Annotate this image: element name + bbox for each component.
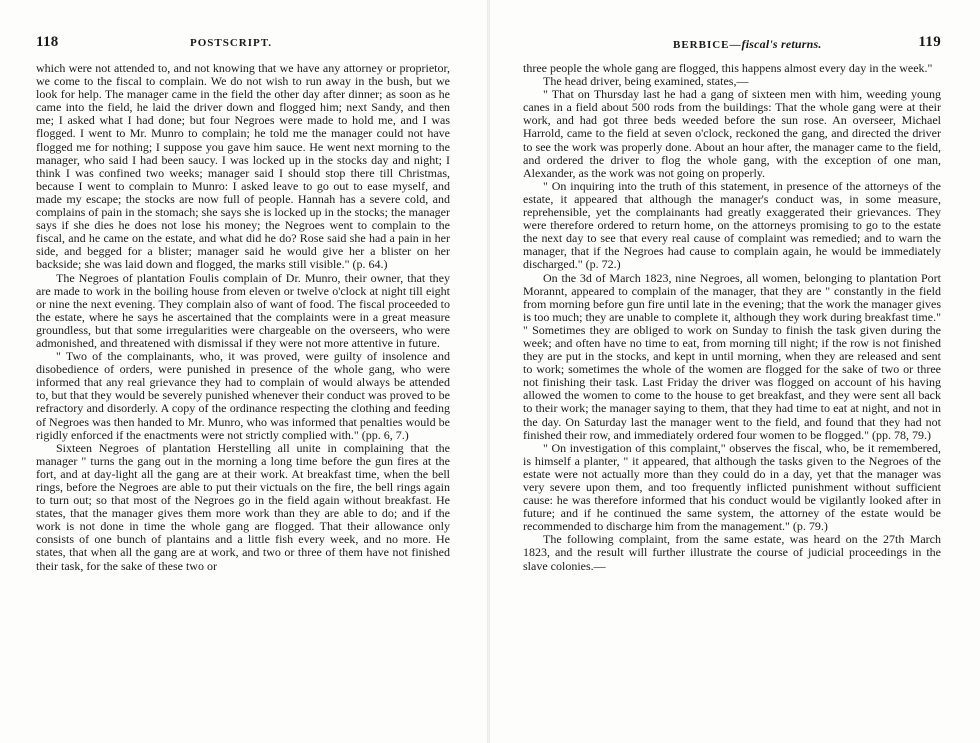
right-running-title (673, 37, 822, 52)
right-running-head (523, 34, 941, 56)
right-paragraph-5: On the 3d of March 1823, nine Negroes, all women, belonging to plantation Port Morannt, appeared to complain of the manager, that they are " constantly in the field from morning before gun fire until late in the evening; that the work the manager gives is too much; they are unable to complete it, although they work during breakfast time." " Sometimes they are obliged to work on Sunday to finish the task given during the week; and often have no time to eat, from morning till night; if the row is not finished they are put in the stocks, and kept in until morning, when they are released and sent to work; sometimes the whole of the women are flogged for the sake of two or three not finishing their task. Last Friday the driver was flogged on account of his having allowed the women to come to the house to get breakfast, and they were sent all back to their work; the manager saying to them, that they had time to eat at night, and not in the day. On Saturday last the manager went to the field, and found that they had not finished their row, and immediately ordered four women to be flogged." (pp. 78, 79.) (523, 270, 941, 442)
right-page (523, 34, 941, 734)
left-paragraph-3: " Two of the complainants, who, it was proved, were guilty of insolence and disobedience of orders, were punished in presence of the whole gang, who were informed that any real grievance they had to complain of would always be attended to, but that they would be severely punished whenever their conduct was proved to be refractory and disorderly. A copy of the ordinance respecting the clothing and feeding of Negroes was then handed to Mr. Munro, who was informed that penalties would be rigidly enforced if the enactments were not strictly complied with." (pp. 6, 7.) (36, 349, 450, 442)
right-paragraph-2: The head driver, being examined, states,— (543, 74, 749, 89)
right-page-number: 119 (918, 34, 941, 50)
right-running-title-italic: fiscal's returns. (741, 37, 822, 51)
right-paragraph-4: " On inquiring into the truth of this statement, in presence of the attorneys of the estate, it appeared that although the manager's conduct was, in some measure, reprehensible, yet the complainants had greatly exaggerated their grievances. They were therefore ordered to return home, on the attorneys promising to go to the estate the next day to see that every real cause of complaint was remedied; and to warn the manager, that if the Negroes had cause to complain again, he would be immediately discharged." (p. 72.) (523, 178, 941, 272)
right-page-body (523, 62, 941, 573)
left-paragraph-2: The Negroes of plantation Foulis complain of Dr. Munro, their owner, that they are made to work in the boiling house from eleven or twelve o'clock at night till eight or nine the next evening. They complain also of want of food. The fiscal proceeded to the estate, where he says he ascertained that the complaints were in a great measure groundless, but that some irregularities were chargeable on the overseers, who were admonished, and threatened with dismissal if they were not more attentive in future. (36, 270, 450, 350)
right-paragraph-6: " On investigation of this complaint," observes the fiscal, who, be it remembered, is himself a planter, " it appeared, that although the tasks given to the Negroes of the estate were not actually more than they could do in a day, yet that the manager was very severe upon them, and too frequently inflicted punishment without sufficient cause: he was therefore informed that his conduct would be vigilantly looked after in future; and if he continued the same system, the attorney of the estate would be recommended to discharge him from the management." (p. 79.) (523, 440, 941, 534)
left-paragraph-4: Sixteen Negroes of plantation Herstelling all unite in complaining that the manager " turns the gang out in the morning a long time before the gun fires at the fort, and at day-light all the gang are at their work. At breakfast time, when the bell rings, before the Negroes are able to put their victuals on the fire, the bell rings again to turn out; so that most of the Negroes go in the field again without breakfast. He states, that the manager gives them more work than they are able to do; and if the work is not done in time the whole gang are flogged. That their allowance only consists of one bunch of plantains and a little fish every week, and no more. He states, that when all the gang are at work, and two or three of them have not finished their task, for the sake of these two or (36, 440, 450, 573)
right-paragraph-1: three people the whole gang are flogged, this happens almost every day in the week." (523, 61, 933, 75)
left-paragraph-1: which were not attended to, and not knowing that we have any attorney or proprietor, we come to the fiscal to complain. We do not wish to run away in the bush, but we look for help. The manager came in the field the other day after dinner; as soon as he came into the field, he laid the driver down and flogged him; next Sandy, and then me; I asked what I had done; but four Negroes were made to hold me, and I was flogged. I went to Mr. Munro to complain; he told me the manager could not have flogged me for nothing; I suppose you gave him sauce. He went next morning to the manager, who said I had been saucy. I was locked up in the stocks day and night; I think I was confined two weeks; manager said I should stop there till Christmas, because I went to complain to Munro: I asked leave to go out to ease myself, and made my escape; the stocks are now full of people. Hannah has a severe cold, and complains of pain in the stomach; she says she is locked up in the stocks; the manager says if she dies he does not lose his money; the Negroes went to complain to the fiscal, and he came on the estate, and what did he do? Rose said she had a pain in her side, and begged for a blister; manager said he would give her a blister on her backside; she was laid down and flogged, the marks still visible." (p. 64.) (36, 61, 450, 272)
right-paragraph-3: " That on Thursday last he had a gang of sixteen men with him, weeding young canes in a field about 500 rods from the buildings: That the whole gang were at their work, and had got three beds weeded before the sun rose. An overseer, Michael Harrold, came to the field at seven o'clock, reckoned the gang, and directed the driver to see the work was properly done. About an hour after, the manager came to the field, and ordered the driver to flog the whole gang, with the exception of one man, Alexander, as the work was not going on properly. (523, 87, 941, 180)
left-running-title: POSTSCRIPT. (190, 37, 273, 49)
left-page-number: 118 (36, 34, 59, 50)
page-gutter (487, 0, 490, 743)
right-running-title-prefix: BERBICE— (673, 39, 742, 51)
left-running-head (36, 34, 450, 56)
left-page (36, 34, 450, 734)
right-paragraph-7: The following complaint, from the same estate, was heard on the 27th March 1823, and the result will further illustrate the course of judicial proceedings in the slave colonies.— (523, 532, 941, 573)
left-page-body (36, 62, 450, 573)
